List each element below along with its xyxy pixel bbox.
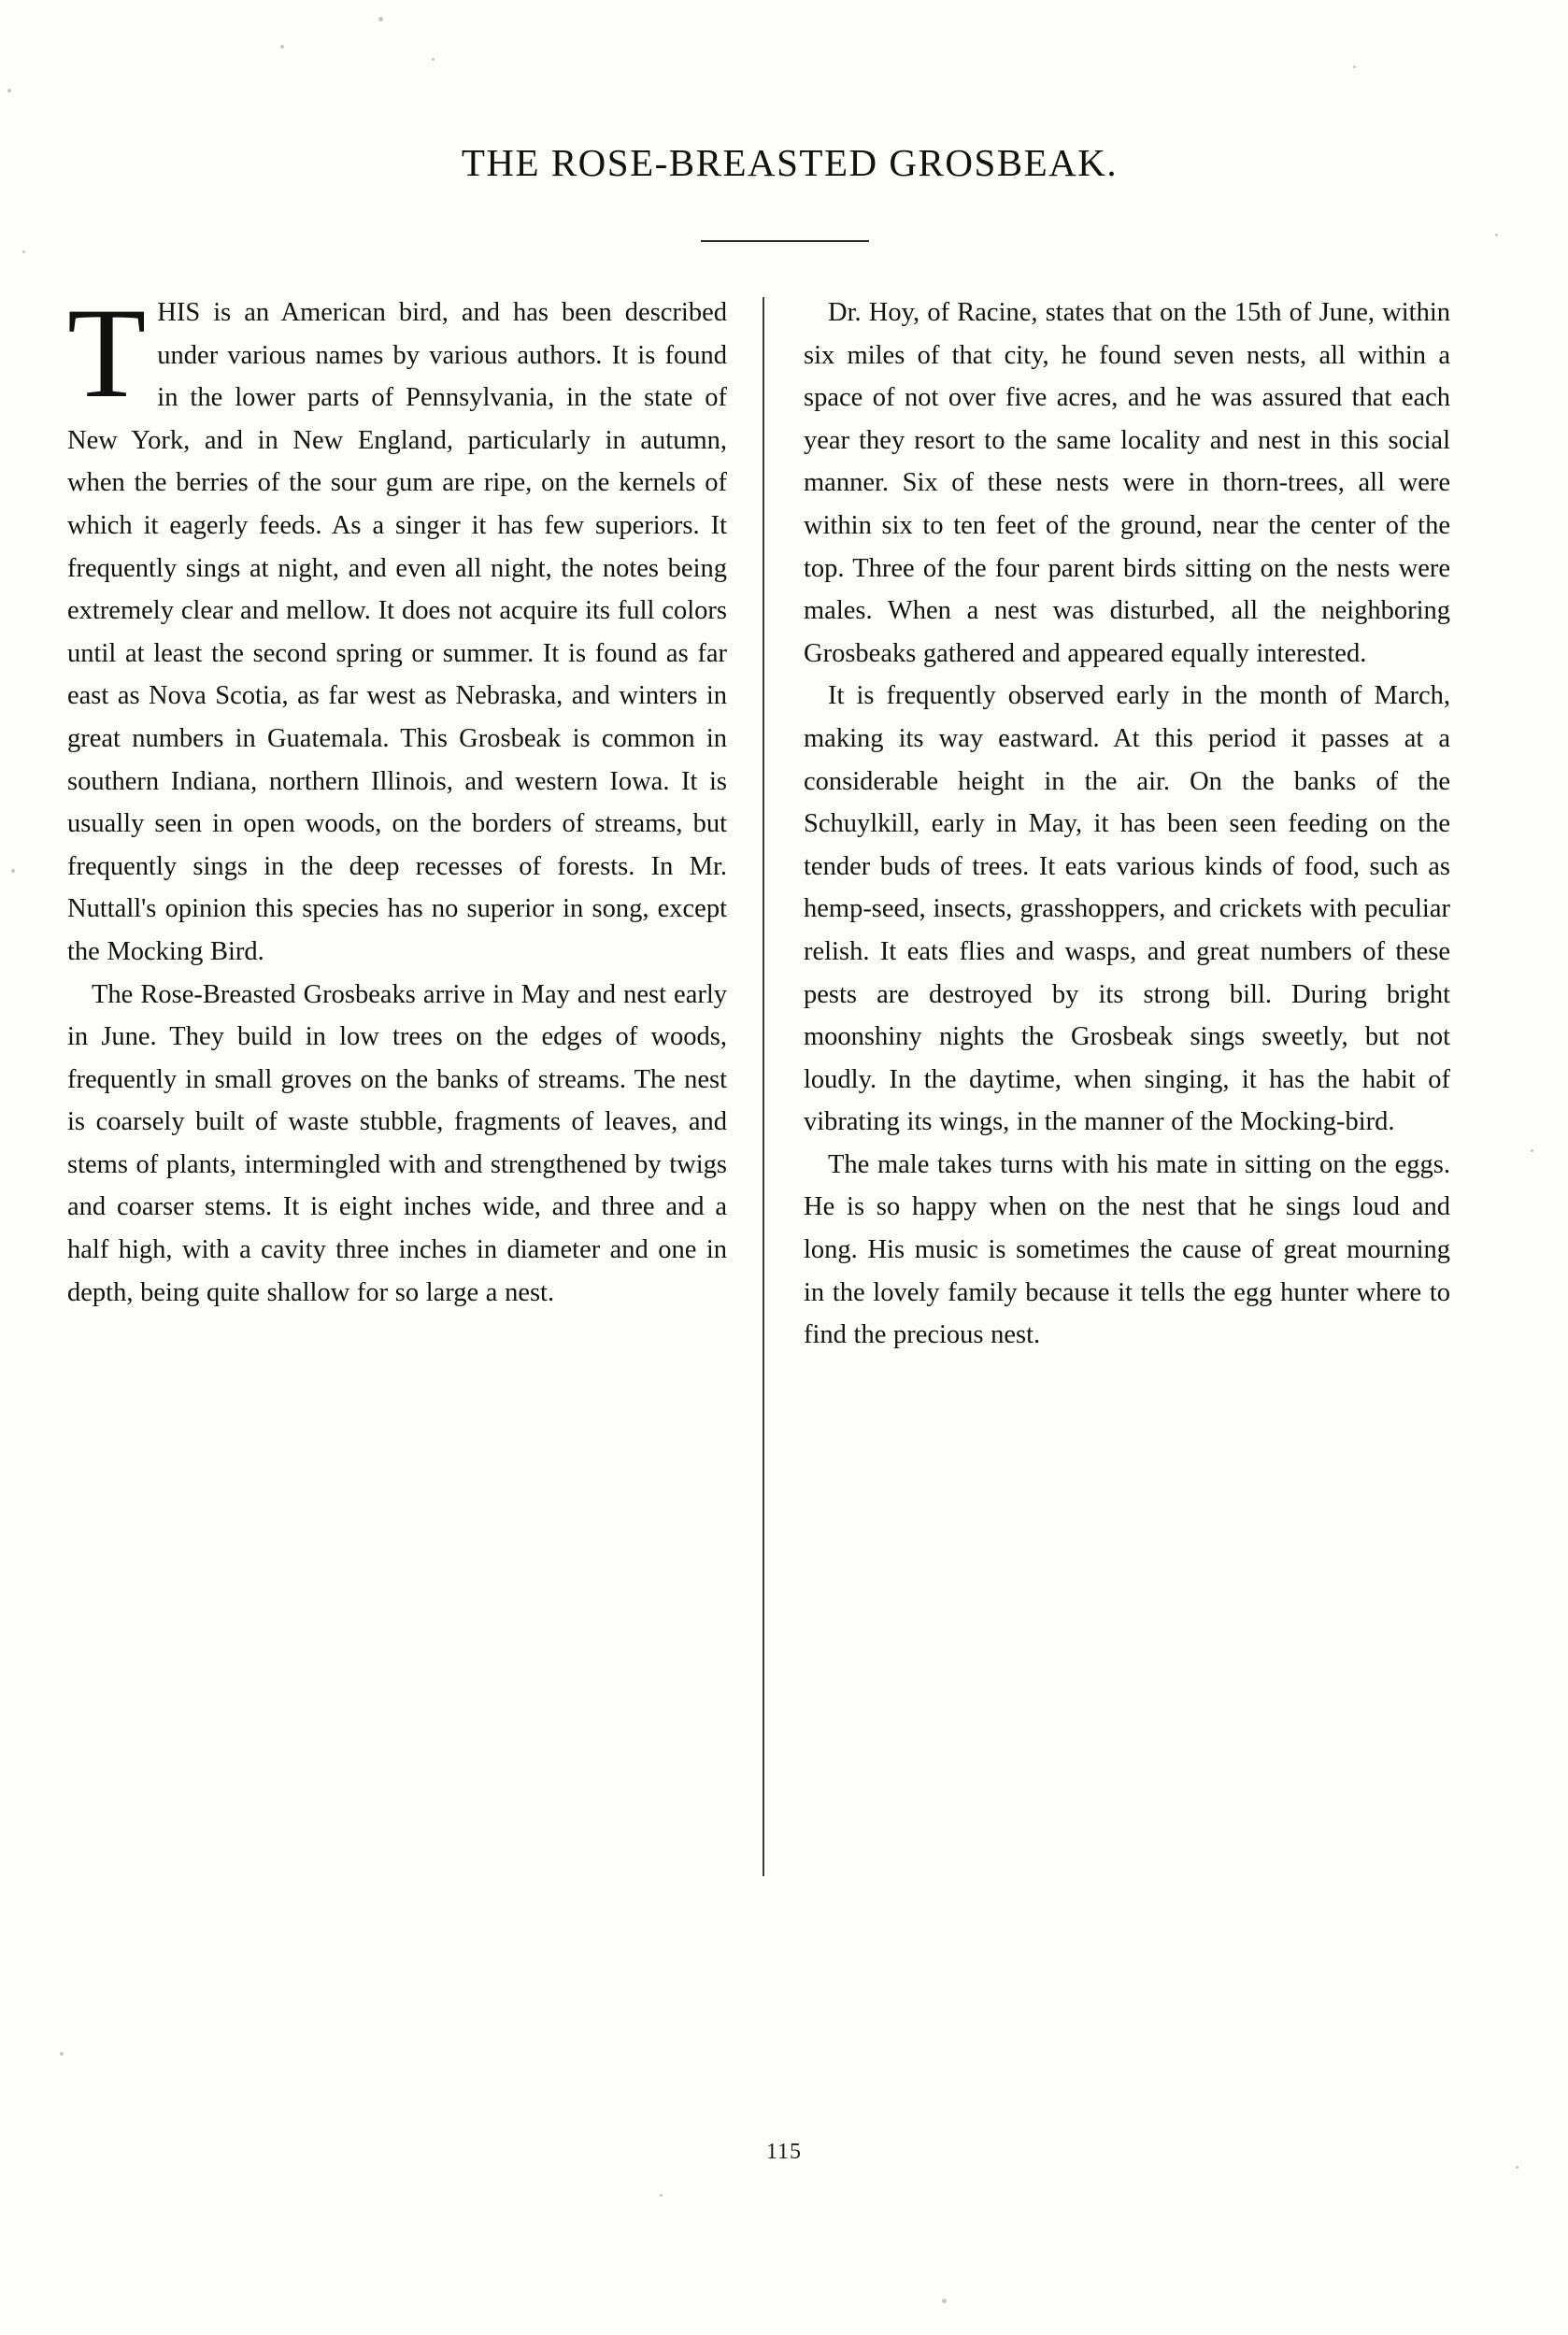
drop-cap: T [67,281,147,424]
paragraph-right-3: The male takes turns with his mate in sitting on the eggs. He is so happy when on the nest that he sings loud and long. His music is sometimes the cause of great mourning in the lovely family because it tells the egg hunter where to find the precious nest. [804,1149,1450,1350]
left-column [67,281,759,1357]
column-divider [763,297,764,1876]
scan-speck [432,58,435,61]
page-title: THE ROSE-BREASTED GROSBEAK. [461,141,1119,184]
article-body [56,140,1514,1357]
scan-speck [280,45,284,49]
scan-speck [942,2299,947,2303]
horizontal-rule [701,240,869,242]
paragraph-text: HIS is an American bird, and has been described under various names by various authors. It is found in the lower parts of Pennsylvania, in the state of New York, and in New England, particularly in autumn, when the berries of the sour gum are ripe, on the kernels of which it eagerly feeds. As a singer it has few superiors. It frequently sings at night, and even all night, the notes being extremely clear and mellow. It does not acquire its full colors until at least the second spring or summer. It is found as far east as Nova Scotia, as far west as Nebraska, and winters in great numbers in Guatemala. This Grosbeak is common in southern Indiana, northern Illinois, and western Iowa. It is usually seen in open woods, on the borders of streams, but frequently sings in the deep recesses of forests. In Mr. Nuttall's opinion this species has no superior in song, except the Mocking Bird. [67,298,727,966]
scan-speck [378,17,383,21]
title-divider [56,230,1514,247]
scan-speck [7,89,11,93]
scan-speck [22,250,25,253]
scan-speck [11,869,15,873]
paragraph-right-1: Dr. Hoy, of Racine, states that on the 15th of June, within six miles of that city, he found seven nests, all within a space of not over five acres, and he was assured that each year they resort to the same locality and nest in this social manner. Six of these nests were in thorn-trees, all were within six to ten feet of the ground, near the center of the top. Three of the four parent birds sitting on the nests were males. When a nest was disturbed, all the neighboring Grosbeaks gathered and appeared equally interested. [804,298,1450,668]
scan-speck [1516,2166,1518,2169]
scan-speck [660,2194,663,2197]
page-number: 115 [765,2140,803,2164]
paragraph-left-1 [67,281,727,974]
two-column-layout [67,281,1514,1357]
scan-speck [60,2052,64,2056]
paragraph-right-2: It is frequently observed early in the month of March, making its way eastward. At this period it passes at a considerable height in the air. On the banks of the Schuylkill, early in May, it has been seen feeding on the tender buds of trees. It eats various kinds of food, such as hemp-seed, insects, grasshoppers, and crickets with peculiar relish. It eats flies and wasps, and great numbers of these pests are destroyed by its strong bill. During bright moonshiny nights the Grosbeak sings sweetly, but not loudly. In the daytime, when singing, it has the habit of vibrating its wings, in the manner of the Mocking-bird. [804,681,1450,1137]
scan-speck [1531,1149,1533,1152]
paragraph-left-2: The Rose-Breasted Grosbeaks arrive in May and nest early in June. They build in low trees on the edges of woods, frequently in small groves on the banks of streams. The nest is coarsely built of waste stubble, fragments of leaves, and stems of plants, intermingled with and strengthened by twigs and coarser stems. It is eight inches wide, and three and a half high, with a cavity three inches in diameter and one in depth, being quite shallow for so large a nest. [67,979,727,1307]
right-column [759,292,1450,1357]
scan-speck [1353,65,1356,68]
